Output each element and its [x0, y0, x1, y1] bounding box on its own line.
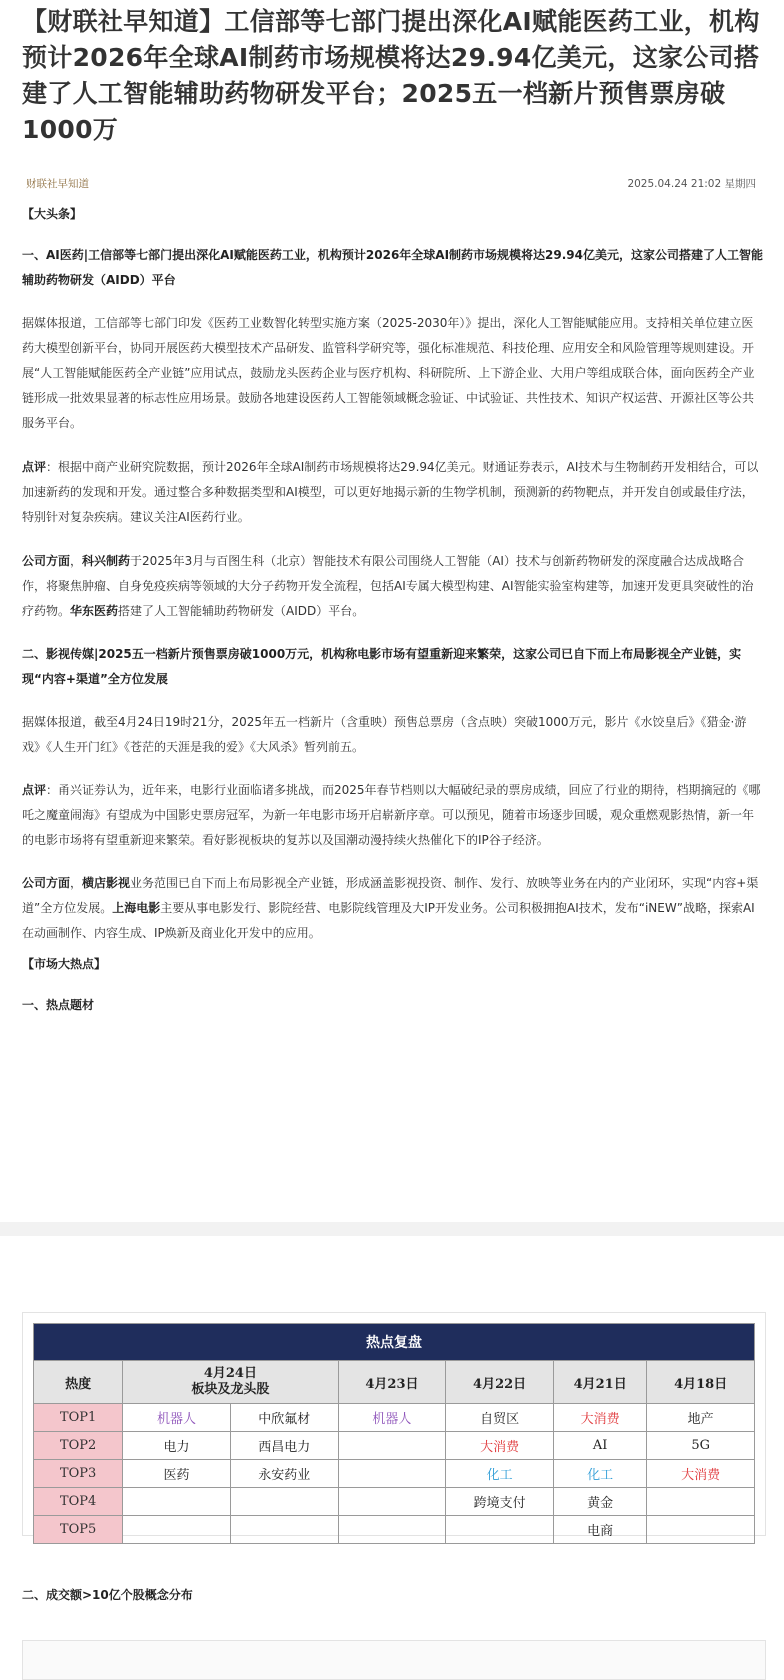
day-cell [338, 1460, 446, 1488]
section-divider [0, 1222, 784, 1236]
concept-distribution-placeholder [22, 1640, 766, 1680]
col-0422: 4月22日 [446, 1361, 554, 1404]
source-link[interactable]: 财联社早知道 [26, 178, 89, 190]
market-label: 【市场大热点】 [22, 957, 107, 971]
hot-review-table [33, 1323, 755, 1544]
day-cell [338, 1516, 446, 1544]
day-cell [647, 1516, 755, 1544]
table-row [34, 1404, 755, 1432]
heat-rank: TOP5 [34, 1516, 123, 1544]
item1-comment [22, 455, 764, 530]
day-cell: AI [553, 1432, 646, 1460]
heat-rank: TOP4 [34, 1488, 123, 1516]
table-row [34, 1432, 755, 1460]
stock-cell [230, 1516, 338, 1544]
col-0421: 4月21日 [553, 1361, 646, 1404]
comment-text: ：根据中商产业研究院数据，预计2026年全球AI制药市场规模将达29.94亿美元。财通证券表示，AI技术与生物制药开发相结合，可以加速新药的发现和开发。通过整合多种数据类型和AI模型，可以更好地揭示新的生物学机制，预测新的药物靶点，并开发自创或最佳疗法，特别针对复杂疾病。建议关注AI医药行业。 [22, 460, 759, 524]
item2-comment [22, 778, 764, 853]
item1-body: 据媒体报道，工信部等七部门印发《医药工业数智化转型实施方案（2025-2030年）》提出，深化人工智能赋能应用。支持相关单位建立医药大模型创新平台，协同开展医药大模型技术产品研发、监管科学研究等，强化标准规范、科技伦理、应用安全和风险管理等规则建设。开展“人工智能赋能医药全产业链”应用试点，鼓励龙头医药企业与医疗机构、科研院所、上下游企业、大用户等组成联合体，面向医药全产业链形成一批效果显著的标志性应用场景。鼓励各地建设医药人工智能领域概念验证、中试验证、共性技术、知识产权运营、开源社区等公共服务平台。 [22, 316, 755, 430]
company-sep: ， [70, 876, 83, 890]
stock-cell [230, 1488, 338, 1516]
day-cell [647, 1488, 755, 1516]
comment-label: 点评 [22, 783, 47, 797]
company-name: 横店影视 [82, 876, 131, 890]
col-0423: 4月23日 [338, 1361, 446, 1404]
col-0424-line1: 4月24日 [203, 1366, 257, 1381]
heat-rank: TOP1 [34, 1404, 123, 1432]
day-cell [446, 1516, 554, 1544]
turnover-label: 二、成交额>10亿个股概念分布 [22, 1588, 193, 1602]
table-row [34, 1516, 755, 1544]
day-cell: 化工 [446, 1460, 554, 1488]
day-cell: 地产 [647, 1404, 755, 1432]
day-cell [338, 1488, 446, 1516]
col-0424 [123, 1361, 338, 1404]
day-cell: 自贸区 [446, 1404, 554, 1432]
day-cell [338, 1432, 446, 1460]
company-text: 业务范围已自下而上布局影视全产业链，形成涵盖影视投资、制作、发行、放映等业务在内的产业闭环，实现“内容+渠道”全方位发展。 [22, 876, 759, 915]
day-cell: 大消费 [647, 1460, 755, 1488]
day-cell: 大消费 [553, 1404, 646, 1432]
item2-title: 二、影视传媒|2025五一档新片预售票房破1000万元，机构称电影市场有望重新迎来繁荣，这家公司已自下而上布局影视全产业链，实现“内容+渠道”全方位发展 [22, 647, 742, 686]
sector-cell: 机器人 [123, 1404, 231, 1432]
table-header-row [34, 1361, 755, 1404]
item1-title: 一、AI医药|工信部等七部门提出深化AI赋能医药工业，机构预计2026年全球AI制药市场规模将达29.94亿美元，这家公司搭建了人工智能辅助药物研发（AIDD）平台 [22, 248, 763, 287]
item2-company [22, 871, 764, 946]
headline-label: 【大头条】 [22, 207, 83, 221]
company-text: 主要从事电影发行、影院经营、电影院线管理及大IP开发业务。公司积极拥抱AI技术，发布“iNEW”战略，探索AI在动画制作、内容生成、IP焕新及商业化开发中的应用。 [22, 901, 755, 940]
company-label: 公司方面 [22, 876, 71, 890]
day-cell: 电商 [553, 1516, 646, 1544]
article-title: 【财联社早知道】工信部等七部门提出深化AI赋能医药工业，机构预计2026年全球AI制药市场规模将达29.94亿美元，这家公司搭建了人工智能辅助药物研发平台；2025五一档新片预售票房破1000万 [22, 7, 760, 144]
sector-cell [123, 1488, 231, 1516]
company-sep: ， [70, 554, 83, 568]
sector-cell [123, 1516, 231, 1544]
article-meta [26, 176, 756, 191]
day-cell: 化工 [553, 1460, 646, 1488]
stock-cell: 西昌电力 [230, 1432, 338, 1460]
company-text: 于2025年3月与百图生科（北京）智能技术有限公司围绕人工智能（AI）技术与创新药物研发的深度融合达成战略合作，将聚焦肿瘤、自身免疫疾病等领域的大分子药物开发全流程，包括AI专属大模型构建、AI智能实验室构建等，加速开发更具突破性的治疗药物。 [22, 554, 754, 618]
day-cell: 大消费 [446, 1432, 554, 1460]
day-cell: 黄金 [553, 1488, 646, 1516]
heat-rank: TOP2 [34, 1432, 123, 1460]
company-name: 上海电影 [112, 901, 161, 915]
publish-date: 2025.04.24 21:02 星期四 [627, 178, 756, 190]
stock-cell: 中欣氟材 [230, 1404, 338, 1432]
day-cell: 机器人 [338, 1404, 446, 1432]
sector-cell: 医药 [123, 1460, 231, 1488]
col-heat: 热度 [34, 1361, 123, 1404]
col-0424-line2: 板块及龙头股 [191, 1382, 270, 1397]
comment-label: 点评 [22, 460, 47, 474]
day-cell: 跨境支付 [446, 1488, 554, 1516]
table-title: 热点复盘 [34, 1324, 755, 1361]
day-cell: 5G [647, 1432, 755, 1460]
item2-body: 据媒体报道，截至4月24日19时21分，2025年五一档新片（含重映）预售总票房（含点映）突破1000万元，影片《水饺皇后》《猎金·游戏》《人生开门红》《苍茫的天涯是我的爱》《大风杀》暂列前五。 [22, 715, 747, 754]
hot-review-table-card [22, 1312, 766, 1539]
company-name: 华东医药 [70, 604, 119, 618]
company-name: 科兴制药 [82, 554, 131, 568]
col-0418: 4月18日 [647, 1361, 755, 1404]
comment-text: ：甬兴证券认为，近年来，电影行业面临诸多挑战，而2025年春节档则以大幅破纪录的票房成绩，回应了行业的期待，档期摘冠的《哪吒之魔童闹海》有望成为中国影史票房冠军，为新一年电影市场开启崭新序章。可以预见，随着市场逐步回暖，观众重燃观影热情，新一年的电影市场将有望重新迎来繁荣。看好影视板块的复苏以及国潮动漫持续火热催化下的IP谷子经济。 [22, 783, 761, 847]
hot-topics-label: 一、热点题材 [22, 998, 95, 1012]
table-row [34, 1488, 755, 1516]
sector-cell: 电力 [123, 1432, 231, 1460]
heat-rank: TOP3 [34, 1460, 123, 1488]
company-text: 搭建了人工智能辅助药物研发（AIDD）平台。 [118, 604, 365, 618]
table-row [34, 1460, 755, 1488]
company-label: 公司方面 [22, 554, 71, 568]
item1-company [22, 549, 764, 624]
stock-cell: 永安药业 [230, 1460, 338, 1488]
